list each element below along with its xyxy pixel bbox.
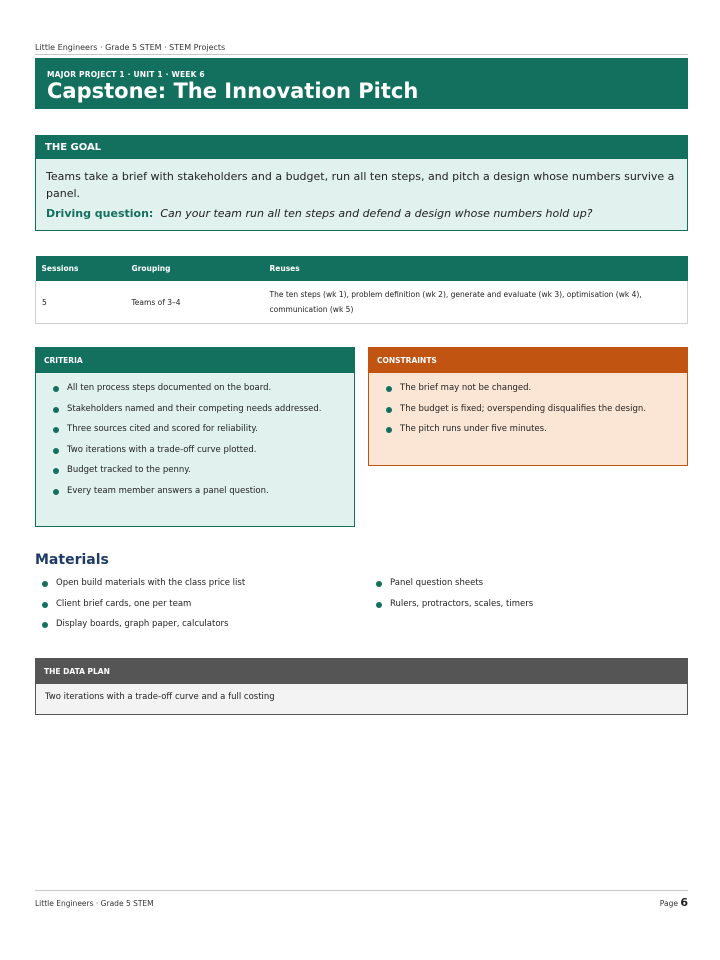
list-item: Stakeholders named and their competing needs addressed. bbox=[53, 401, 344, 418]
bullet-icon bbox=[53, 468, 59, 474]
cell-reuses: The ten steps (wk 1), problem definition (wk 2), generate and evaluate (wk 3), optimisation (wk 4), communication (wk 5) bbox=[264, 281, 688, 324]
cell-grouping: Teams of 3–4 bbox=[126, 281, 264, 324]
list-item: Three sources cited and scored for reliability. bbox=[53, 421, 344, 438]
list-item: Budget tracked to the penny. bbox=[53, 462, 344, 479]
list-item: Client brief cards, one per team bbox=[42, 597, 245, 611]
overview-table bbox=[35, 256, 688, 324]
running-header: Little Engineers · Grade 5 STEM · STEM Projects bbox=[35, 43, 226, 52]
data-plan-heading: THE DATA PLAN bbox=[36, 659, 687, 684]
constraints-panel bbox=[368, 347, 688, 466]
bullet-icon bbox=[42, 581, 48, 587]
bullet-icon bbox=[376, 602, 382, 608]
driving-question bbox=[46, 205, 677, 222]
bullet-icon bbox=[376, 581, 382, 587]
list-item: Display boards, graph paper, calculators bbox=[42, 617, 245, 631]
page-label: Page bbox=[659, 899, 678, 908]
list-item: Panel question sheets bbox=[376, 576, 533, 590]
driving-question-label: Driving question: bbox=[46, 207, 154, 220]
bullet-icon bbox=[42, 622, 48, 628]
page-number bbox=[660, 896, 688, 909]
list-item: Every team member answers a panel question. bbox=[53, 483, 344, 500]
bullet-icon bbox=[53, 407, 59, 413]
bullet-icon bbox=[53, 489, 59, 495]
bullet-icon bbox=[53, 386, 59, 392]
materials-list-right bbox=[376, 576, 533, 617]
criteria-heading: CRITERIA bbox=[36, 348, 354, 373]
column-header-grouping: Grouping bbox=[126, 256, 264, 281]
materials-heading: Materials bbox=[35, 552, 109, 568]
goal-heading: THE GOAL bbox=[36, 136, 687, 159]
goal-text: Teams take a brief with stakeholders and a budget, run all ten steps, and pitch a design whose numbers survive a panel. bbox=[46, 170, 675, 200]
page-number-value: 6 bbox=[680, 896, 688, 909]
list-item: All ten process steps documented on the board. bbox=[53, 380, 344, 397]
cell-sessions: 5 bbox=[36, 281, 126, 324]
materials-list-left bbox=[42, 576, 245, 638]
bullet-icon bbox=[53, 427, 59, 433]
title-banner bbox=[35, 58, 688, 109]
data-plan-text: Two iterations with a trade-off curve and a full costing bbox=[45, 692, 275, 702]
column-header-reuses: Reuses bbox=[264, 256, 688, 281]
goal-panel bbox=[35, 135, 688, 231]
driving-question-text: Can your team run all ten steps and defend a design whose numbers hold up? bbox=[160, 207, 593, 220]
constraints-heading: CONSTRAINTS bbox=[369, 348, 687, 373]
header-divider bbox=[35, 54, 688, 55]
page-title: Capstone: The Innovation Pitch bbox=[47, 79, 419, 103]
data-plan-panel bbox=[35, 658, 688, 715]
banner-kicker: MAJOR PROJECT 1 · UNIT 1 · WEEK 6 bbox=[47, 70, 205, 79]
list-item: Rulers, protractors, scales, timers bbox=[376, 597, 533, 611]
list-item: The pitch runs under five minutes. bbox=[386, 421, 677, 438]
list-item: Two iterations with a trade-off curve plotted. bbox=[53, 442, 344, 459]
bullet-icon bbox=[386, 407, 392, 413]
list-item: Open build materials with the class price list bbox=[42, 576, 245, 590]
running-footer: Little Engineers · Grade 5 STEM bbox=[35, 899, 154, 908]
table-row bbox=[36, 281, 688, 324]
list-item: The budget is fixed; overspending disqualifies the design. bbox=[386, 401, 677, 418]
list-item: The brief may not be changed. bbox=[386, 380, 677, 397]
criteria-panel bbox=[35, 347, 355, 527]
bullet-icon bbox=[386, 427, 392, 433]
bullet-icon bbox=[42, 602, 48, 608]
column-header-sessions: Sessions bbox=[36, 256, 126, 281]
footer-divider bbox=[35, 890, 688, 891]
bullet-icon bbox=[53, 448, 59, 454]
bullet-icon bbox=[386, 386, 392, 392]
